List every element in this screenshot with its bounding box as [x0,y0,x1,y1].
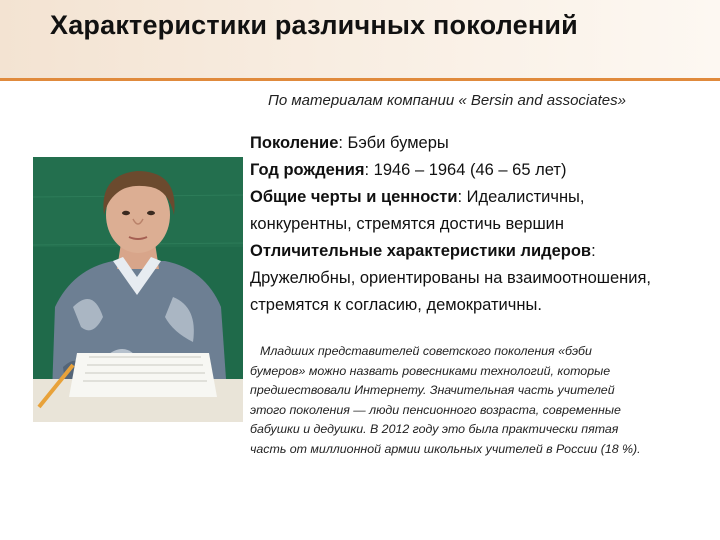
fact-values [250,184,710,211]
generation-facts [250,130,710,319]
fact-label: Поколение [250,134,339,152]
footnote-line: часть от миллионной армии школьных учителей в России (18 %). [250,441,641,456]
fact-leaders-cont [250,292,710,319]
footnote-line: этого поколения — люди пенсионного возраста, современные [250,402,621,417]
footnote-line: предшествовали Интернету. Значительная часть учителей [250,383,615,398]
fact-label: Год рождения [250,161,365,179]
fact-label: Общие черты и ценности [250,188,458,206]
fact-value: : Бэби бумеры [338,134,449,152]
footnote-line: бумеров» можно назвать ровесниками технологий, которые [250,363,611,378]
slide-subtitle: По материалам компании « Bersin and associates» [268,92,626,109]
fact-value: Дружелюбны, ориентированы на взаимоотношения, [250,269,652,287]
footnote-line: бабушки и дедушки. В 2012 году это была практически пятая [250,422,619,437]
fact-value: : [591,242,596,260]
fact-value: : Идеалистичны, [457,188,585,206]
fact-values-cont [250,211,710,238]
fact-value: стремятся к согласию, демократичны. [250,296,542,314]
footnote-line: Младших представителей советского поколения «бэби [260,344,592,358]
title-bar [0,0,720,81]
fact-leaders [250,238,710,265]
portrait-photo [33,157,243,422]
footnote [250,342,710,460]
fact-label: Отличительные характеристики лидеров [250,242,592,260]
fact-generation [250,130,710,157]
slide-title: Характеристики различных поколений [50,10,578,40]
fact-value: конкурентны, стремятся достичь вершин [250,215,565,233]
fact-birth-year [250,157,710,184]
fact-leaders-cont [250,265,710,292]
fact-value: : 1946 – 1964 (46 – 65 лет) [364,161,567,179]
portrait-photo-icon [33,157,243,422]
